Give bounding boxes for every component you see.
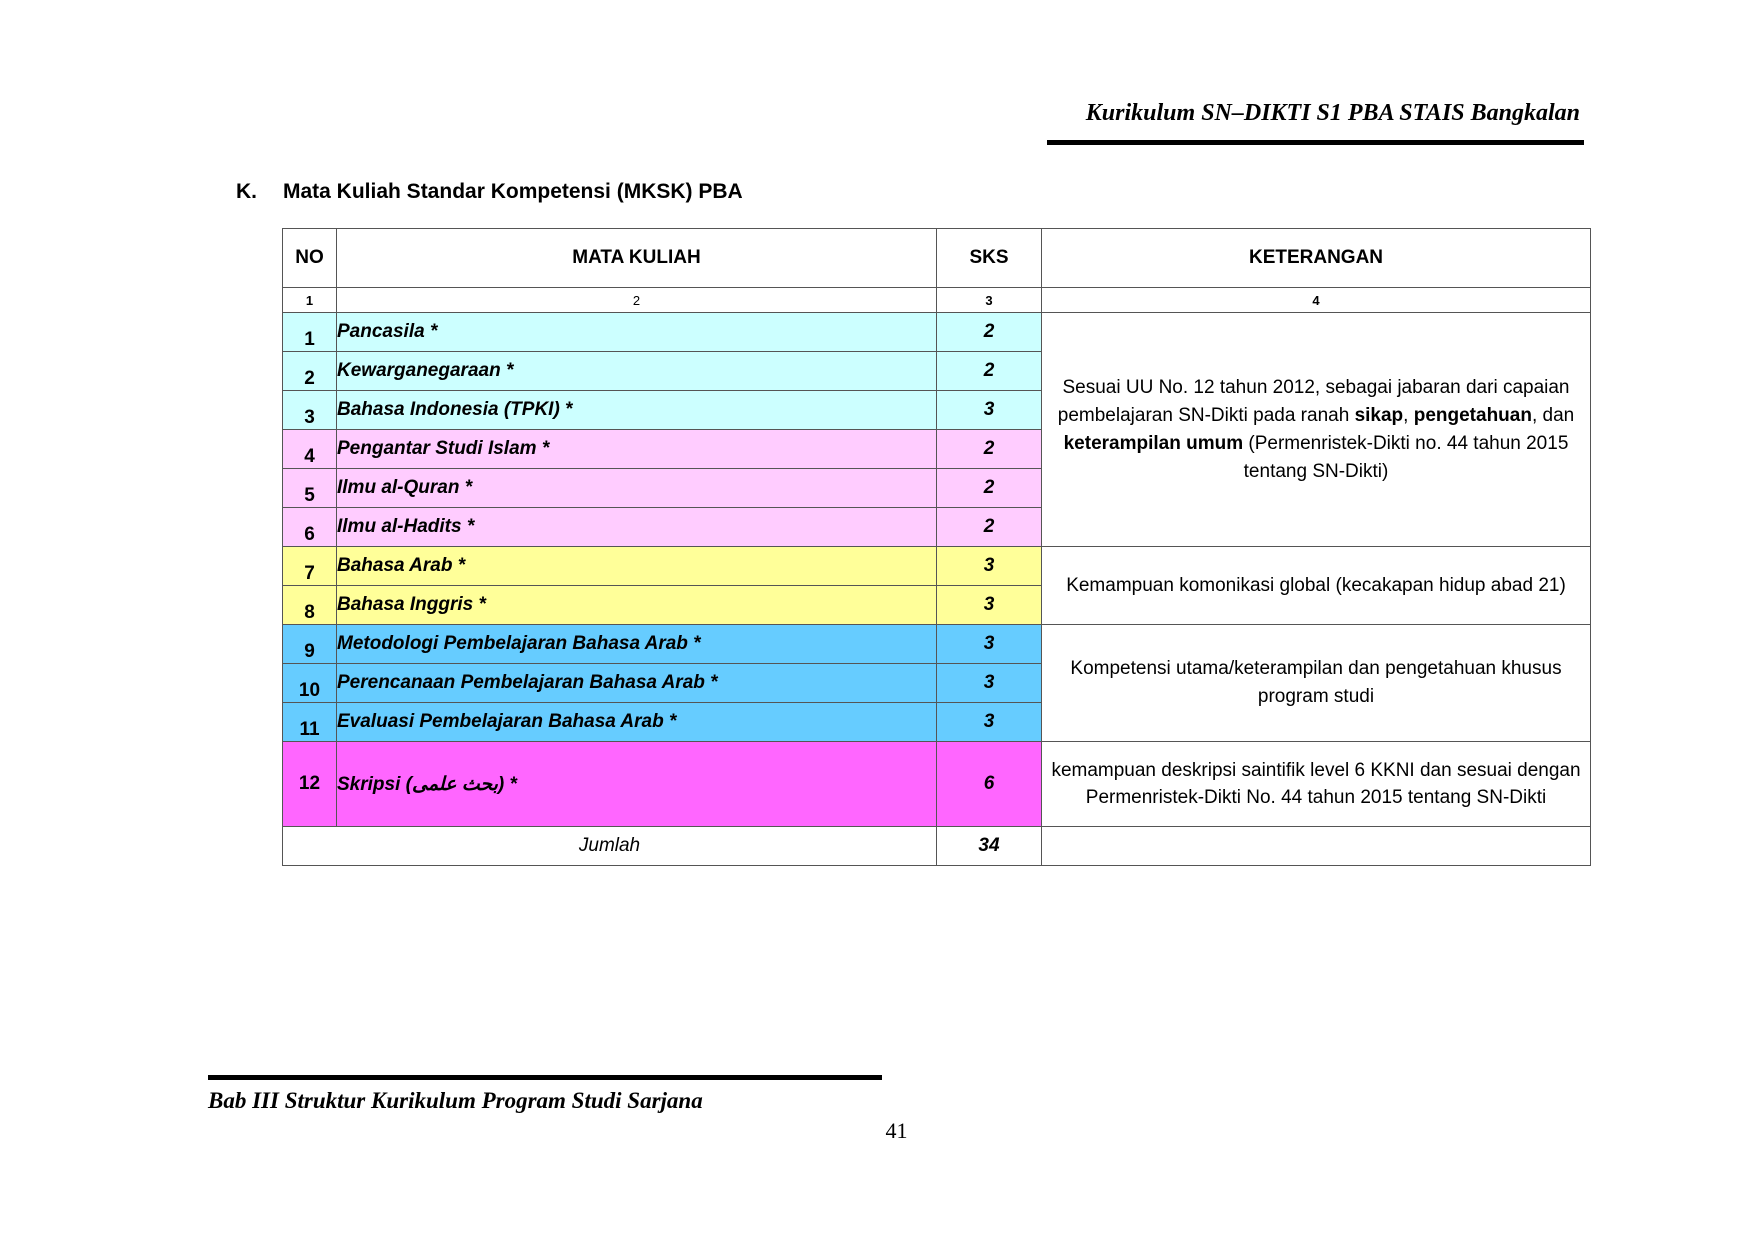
header-rule	[1047, 140, 1584, 145]
total-label: Jumlah	[283, 827, 937, 866]
column-number-row	[283, 288, 1591, 313]
row-mata-kuliah: Metodologi Pembelajaran Bahasa Arab *	[337, 625, 937, 664]
table-row	[283, 313, 1591, 352]
row-sks: 2	[937, 469, 1042, 508]
row-mata-kuliah: Ilmu al-Hadits *	[337, 508, 937, 547]
row-mata-kuliah: Bahasa Arab *	[337, 547, 937, 586]
total-sks: 34	[937, 827, 1042, 866]
row-no: 5	[283, 469, 337, 508]
row-sks: 3	[937, 391, 1042, 430]
column-number: 4	[1042, 288, 1591, 313]
row-mata-kuliah: Evaluasi Pembelajaran Bahasa Arab *	[337, 703, 937, 742]
keterangan-bold-sikap: sikap	[1354, 404, 1404, 426]
column-number: 1	[283, 288, 337, 313]
keterangan-text: Sesuai UU No. 12 tahun 2012, sebagai jabaran dari capaian pembelajaran SN-Dikti pada ranah	[1057, 376, 1570, 426]
row-no: 8	[283, 586, 337, 625]
row-no: 1	[283, 313, 337, 352]
row-sks: 3	[937, 703, 1042, 742]
keterangan-global-communication: Kemampuan komonikasi global (kecakapan hidup abad 21)	[1042, 547, 1591, 625]
header-no: NO	[283, 229, 337, 288]
table-header-row	[283, 229, 1591, 288]
row-mata-kuliah: Ilmu al-Quran *	[337, 469, 937, 508]
row-mata-kuliah: Bahasa Inggris *	[337, 586, 937, 625]
row-sks: 6	[937, 742, 1042, 827]
row-sks: 2	[937, 352, 1042, 391]
keterangan-separator: , dan	[1531, 404, 1575, 426]
document-header-title: Kurikulum SN–DIKTI S1 PBA STAIS Bangkalan	[1085, 100, 1580, 126]
section-title: Mata Kuliah Standar Kompetensi (MKSK) PBA	[283, 180, 743, 203]
keterangan-bold-pengetahuan: pengetahuan	[1413, 404, 1532, 426]
section-letter: K.	[236, 180, 257, 203]
total-row	[283, 827, 1591, 866]
row-no: 12	[283, 742, 337, 827]
header-keterangan: KETERANGAN	[1042, 229, 1591, 288]
section-heading	[236, 180, 743, 204]
row-mata-kuliah: Perencanaan Pembelajaran Bahasa Arab *	[337, 664, 937, 703]
row-sks: 3	[937, 625, 1042, 664]
keterangan-scientific-description: kemampuan deskripsi saintifik level 6 KKNI dan sesuai dengan Permenristek-Dikti No. 44 tahun 2015 tentang SN-Dikti	[1042, 742, 1591, 827]
row-no: 4	[283, 430, 337, 469]
row-no: 2	[283, 352, 337, 391]
page-number: 41	[885, 1118, 908, 1143]
keterangan-text: (Permenristek-Dikti no. 44 tahun 2015 tentang SN-Dikti)	[1243, 432, 1569, 482]
keterangan-separator: ,	[1403, 404, 1414, 426]
total-keterangan-empty	[1042, 827, 1591, 866]
footer-rule	[208, 1075, 882, 1080]
row-no: 3	[283, 391, 337, 430]
row-sks: 3	[937, 547, 1042, 586]
mksk-table	[282, 228, 1591, 866]
keterangan-bold-keterampilan: keterampilan umum	[1063, 432, 1244, 454]
column-number: 2	[337, 288, 937, 313]
row-sks: 2	[937, 313, 1042, 352]
table-row	[283, 625, 1591, 664]
keterangan-general-competence	[1042, 313, 1591, 547]
row-mata-kuliah: Kewarganegaraan *	[337, 352, 937, 391]
table-row	[283, 742, 1591, 827]
header-mata-kuliah: MATA KULIAH	[337, 229, 937, 288]
row-no: 11	[283, 703, 337, 742]
footer-chapter-title: Bab III Struktur Kurikulum Program Studi Sarjana	[208, 1088, 703, 1113]
keterangan-core-competence: Kompetensi utama/keterampilan dan pengetahuan khusus program studi	[1042, 625, 1591, 742]
table-row	[283, 547, 1591, 586]
row-mata-kuliah: Pengantar Studi Islam *	[337, 430, 937, 469]
row-mata-kuliah: Bahasa Indonesia (TPKI) *	[337, 391, 937, 430]
column-number: 3	[937, 288, 1042, 313]
header-sks: SKS	[937, 229, 1042, 288]
row-no: 10	[283, 664, 337, 703]
row-mata-kuliah: Skripsi (بحث علمى) *	[337, 742, 937, 827]
row-no: 7	[283, 547, 337, 586]
row-no: 6	[283, 508, 337, 547]
row-sks: 2	[937, 430, 1042, 469]
row-sks: 3	[937, 664, 1042, 703]
row-mata-kuliah: Pancasila *	[337, 313, 937, 352]
row-no: 9	[283, 625, 337, 664]
row-sks: 2	[937, 508, 1042, 547]
row-sks: 3	[937, 586, 1042, 625]
